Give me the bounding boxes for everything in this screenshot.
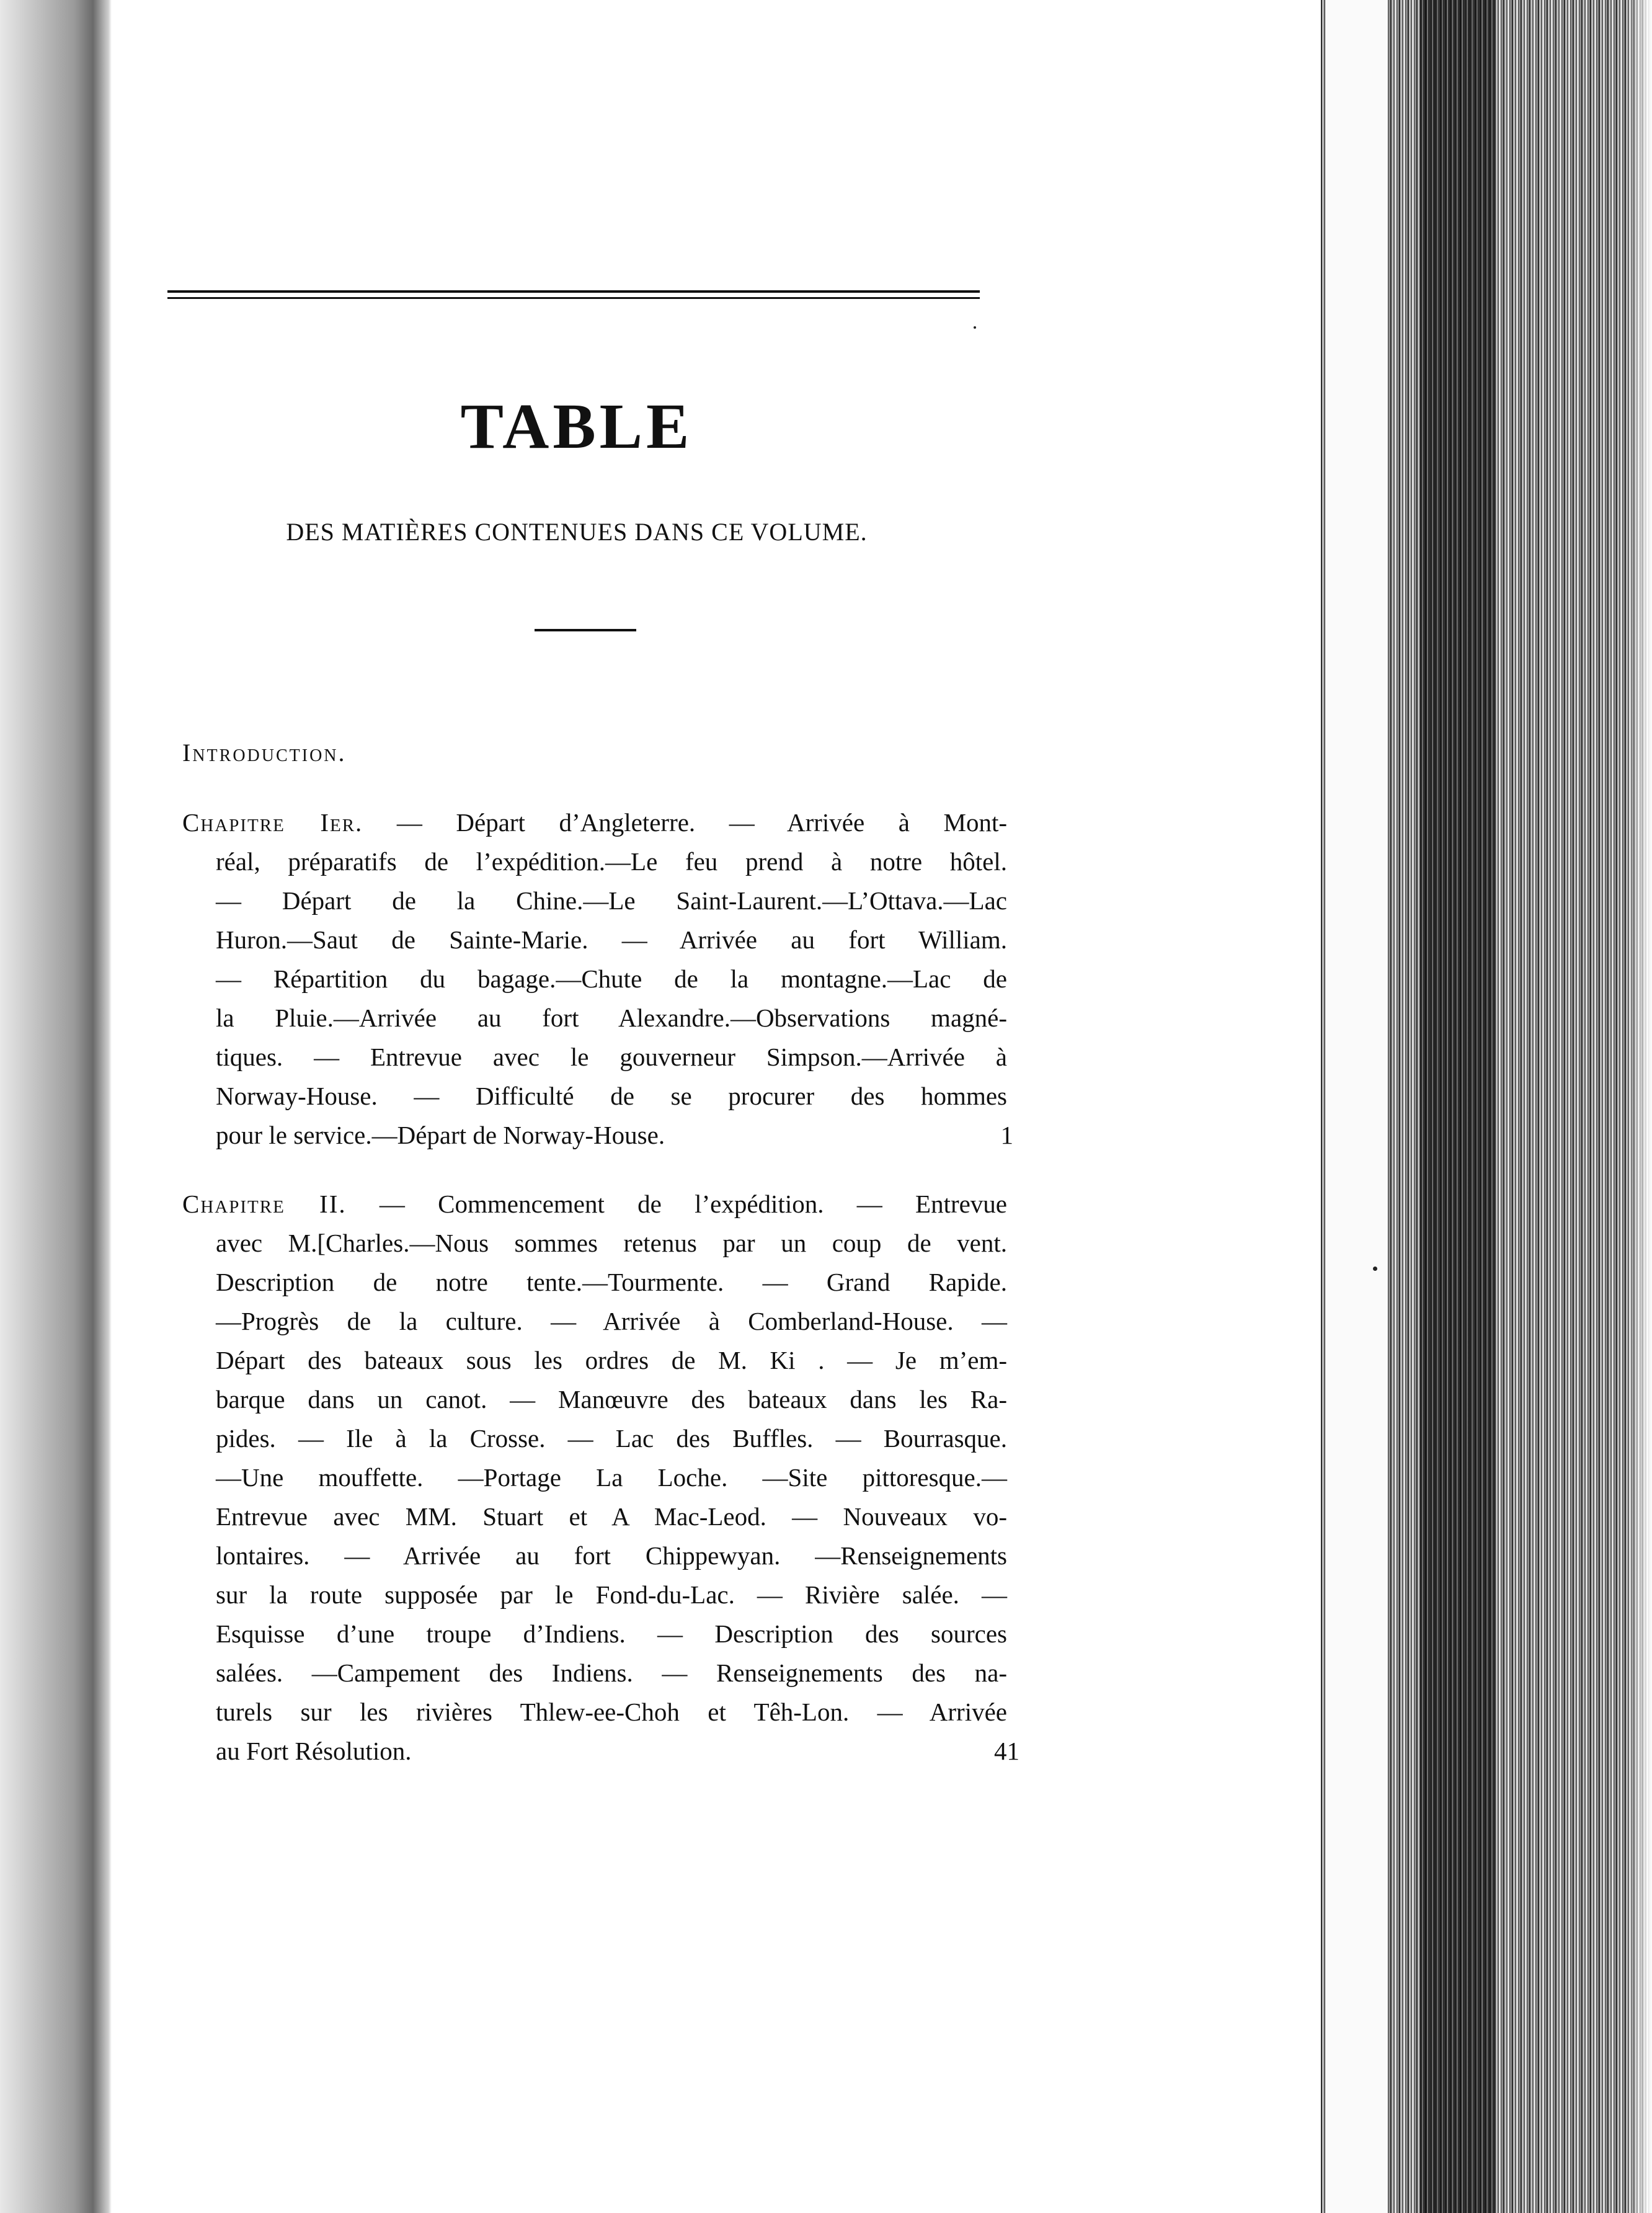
toc-line: Description de notre tente.—Tourmente. — Grand Rapide.: [216, 1268, 1007, 1296]
toc-line: Esquisse d’une troupe d’Indiens. — Description des sources: [216, 1619, 1007, 1648]
page-title: TABLE: [460, 391, 693, 462]
toc-line: turels sur les rivières Thlew-ee-Choh et Têh-Lon. — Arrivée: [216, 1698, 1007, 1726]
left-page-gutter: [0, 0, 112, 2213]
toc-chapter-1: [182, 803, 1013, 1155]
chapter-label: Chapitre Ier.: [182, 808, 363, 837]
print-speck: [974, 326, 976, 329]
toc-line: Départ des bateaux sous les ordres de M. Ki . — Je m’em-: [216, 1346, 1007, 1374]
toc-line: — Départ de la Chine.—Le Saint-Laurent.—L’Ottava.—Lac: [216, 886, 1007, 915]
chapter-label: Chapitre II.: [182, 1190, 347, 1218]
toc-line: lontaires. — Arrivée au fort Chippewyan. —Renseignements: [216, 1541, 1007, 1570]
toc-line: barque dans un canot. — Manœuvre des bateaux dans les Ra-: [216, 1385, 1007, 1414]
page-number: 41: [994, 1737, 1019, 1765]
print-speck: [1373, 1267, 1377, 1271]
toc-line: la Pluie.—Arrivée au fort Alexandre.—Observations magné-: [216, 1004, 1007, 1032]
page-edge-shadow: [1420, 0, 1494, 2213]
title-separator-rule: [535, 629, 636, 631]
toc-line: tiques. — Entrevue avec le gouverneur Simpson.—Arrivée à: [216, 1043, 1007, 1071]
toc-line: pour le service.—Départ de Norway-House.: [216, 1121, 665, 1149]
toc-line: au Fort Résolution.: [216, 1737, 412, 1765]
toc-line: — Répartition du bagage.—Chute de la montagne.—Lac de: [216, 964, 1007, 993]
table-of-contents: [182, 738, 1019, 1801]
toc-line: réal, préparatifs de l’expédition.—Le feu prend à notre hôtel.: [216, 847, 1007, 876]
toc-line: —Une mouffette. —Portage La Loche. —Site pittoresque.—: [216, 1463, 1007, 1492]
toc-line-text: — Commencement de l’expédition. — Entrevue: [379, 1190, 1008, 1218]
toc-line: Entrevue avec MM. Stuart et A Mac-Leod. — Nouveaux vo-: [216, 1502, 1007, 1531]
toc-line: avec M.[Charles.—Nous sommes retenus par un coup de vent.: [216, 1229, 1007, 1257]
page-edge-highlight: [1326, 0, 1388, 2213]
toc-line-text: — Départ d’Angleterre. — Arrivée à Mont-: [396, 808, 1007, 837]
toc-line: pides. — Ile à la Crosse. — Lac des Buffles. — Bourrasque.: [216, 1424, 1007, 1453]
toc-line: [182, 803, 1007, 842]
toc-introduction: Introduction.: [182, 739, 347, 767]
toc-line: Norway-House. — Difficulté de se procurer des hommes: [216, 1082, 1007, 1110]
header-double-rule: [167, 290, 980, 299]
toc-line: sur la route supposée par le Fond-du-Lac. — Rivière salée. —: [216, 1580, 1007, 1609]
toc-line: —Progrès de la culture. — Arrivée à Comberland-House. —: [216, 1307, 1007, 1335]
toc-line: salées. —Campement des Indiens. — Renseignements des na-: [216, 1659, 1007, 1687]
book-page-edges: [1321, 0, 1652, 2213]
page-number: 1: [1000, 1121, 1013, 1149]
toc-line: [182, 1185, 1007, 1224]
page-edge-fade: [1627, 0, 1652, 2213]
page-subtitle: DES MATIÈRES CONTENUES DANS CE VOLUME.: [286, 518, 868, 546]
toc-line: Huron.—Saut de Sainte-Marie. — Arrivée au fort William.: [216, 925, 1007, 954]
toc-chapter-2: [182, 1185, 1019, 1771]
